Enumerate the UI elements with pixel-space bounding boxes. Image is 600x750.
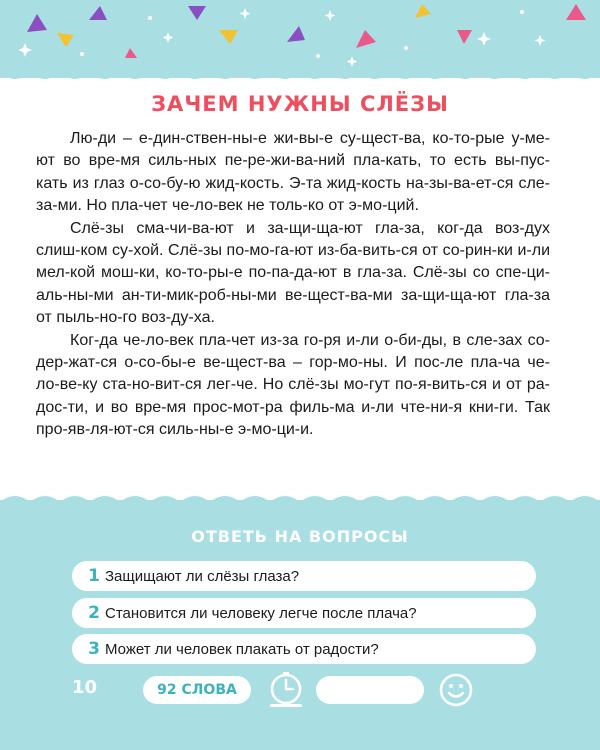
word-count-badge bbox=[143, 676, 251, 704]
smiley-face-icon bbox=[438, 672, 474, 708]
confetti-triangle bbox=[27, 14, 47, 32]
confetti-triangle bbox=[89, 6, 107, 20]
reading-time-field[interactable] bbox=[316, 676, 424, 704]
text-fragment: - bbox=[92, 130, 98, 147]
confetti-triangle bbox=[188, 6, 206, 20]
paragraph bbox=[36, 218, 550, 330]
word-count-label: 92 СЛОВА bbox=[157, 682, 237, 698]
paragraph bbox=[36, 330, 550, 442]
clock-icon bbox=[268, 671, 304, 709]
confetti-triangle bbox=[457, 30, 472, 44]
confetti-triangle bbox=[356, 30, 376, 48]
page-number: 10 bbox=[72, 677, 98, 698]
confetti-triangle bbox=[57, 33, 74, 47]
question-text: Становится ли человеку легче после плача? bbox=[105, 604, 417, 622]
question-number: 1 bbox=[88, 566, 100, 586]
question-item bbox=[72, 634, 536, 664]
question-text: Может ли человек плакать от радости? bbox=[105, 640, 379, 658]
confetti-triangle bbox=[219, 30, 238, 44]
text-fragment: ди – е-дин-ствен-ны-е жи-вы-е су-щест-ва, ко- bbox=[97, 130, 454, 147]
question-number: 2 bbox=[88, 603, 100, 623]
confetti-triangle bbox=[287, 26, 305, 42]
question-item bbox=[72, 561, 536, 591]
paragraph bbox=[36, 128, 550, 218]
question-item bbox=[72, 598, 536, 628]
confetti-triangle bbox=[125, 48, 137, 58]
questions-panel-wave bbox=[0, 490, 600, 512]
question-number: 3 bbox=[88, 639, 100, 659]
text-fragment: Лю bbox=[70, 130, 93, 147]
confetti-decoration bbox=[0, 0, 600, 80]
confetti-triangle bbox=[415, 4, 431, 18]
questions-heading: ОТВЕТЬ НА ВОПРОСЫ bbox=[191, 527, 409, 546]
text-fragment: Ког-да че-ло-век пла-чет из-за го-ря и-ли о-би-ды, в сле-зах со-дер-жат-ся о-со-бы-е ве-щест-ва – гор-мо-ны. И пос-ле пла-ча че-ло-ве-ку ста-но-вит-ся лег-че. Но слё-зы мо-гут по-я-вить-ся и от ра-дос-ти, и во вре-мя прос-мот-ра филь-ма и-ли чте-ни-я кни-ги. Так про-яв-ля-ют-ся силь-ны-е э-мо-ци-и. bbox=[36, 331, 550, 439]
reading-text bbox=[36, 128, 550, 442]
text-fragment: то bbox=[453, 130, 470, 147]
question-text: Защищают ли слёзы глаза? bbox=[105, 567, 300, 585]
text-fragment: -рые у-ме-ют во вре-мя силь-ных пе-ре-жи-ва-ний пла-кать, то есть вы-пус-кать из глаз о-со-бу-ю жид-кость. Э-та жид-кость на-зы-ва-ет-ся сле-за-ми. Но пла-чет че-ло-век не толь-ко от э-мо-ций. bbox=[36, 130, 551, 215]
page-title: ЗАЧЕМ НУЖНЫ СЛЁЗЫ bbox=[151, 92, 449, 116]
text-fragment: Слё-зы сма-чи-ва-ют и за-щи-ща-ют гла-за, ког-да воз-дух слиш-ком су-хой. Слё-зы по-мо-га-ют из-ба-вить-ся от со-рин-ки и-ли мел-кой мош-ки, ко-то-ры-е по-па-да-ют в гла-за. Слё-зы со спе-ци-аль-ны-ми ан-ти-мик-роб-ны-ми ве-щест-ва-ми за-щи-ща-ют гла-за от пыль-но-го воз-ду-ха. bbox=[36, 219, 550, 327]
confetti-triangle bbox=[566, 4, 586, 20]
